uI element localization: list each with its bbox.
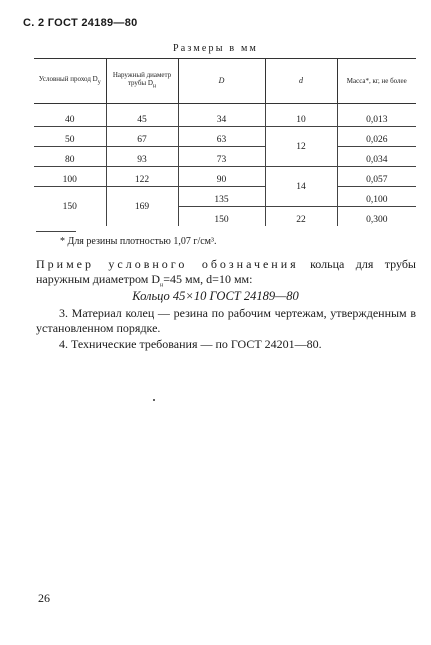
cell-D: 73 [178, 147, 265, 167]
cell-dn: 67 [106, 127, 178, 147]
header-nominal-bore [34, 59, 106, 104]
table-row [34, 107, 416, 127]
table-row [34, 147, 416, 167]
cell-D: 34 [178, 107, 265, 127]
cell-D: 135 [178, 187, 265, 207]
dimensions-table [34, 58, 416, 226]
cell-D: 90 [178, 167, 265, 187]
item-requirements: 4. Технические требования — по ГОСТ 24201—80. [59, 337, 322, 351]
cell-dn: 45 [106, 107, 178, 127]
cell-dy: 100 [34, 167, 106, 187]
cell-D: 63 [178, 127, 265, 147]
designation-example-paragraph [36, 257, 416, 293]
table-row [34, 167, 416, 187]
page-number: 26 [38, 591, 50, 605]
footnote: * Для резины плотностью 1,07 г/см³. [60, 236, 217, 247]
example-lead: Пример условного обозначения [36, 257, 299, 271]
cell-dn: 169 [106, 187, 178, 227]
table-row [34, 187, 416, 207]
header-nominal-bore-label: Условный проход D [38, 75, 98, 84]
scan-speck [153, 399, 155, 401]
header-D: D [178, 59, 265, 104]
cell-mass: 0,026 [337, 127, 416, 147]
example-sub: н [160, 282, 164, 289]
designation-formula: Кольцо 45×10 ГОСТ 24189—80 [132, 289, 299, 303]
footnote-rule [36, 231, 76, 232]
table-header-row [34, 59, 416, 104]
cell-mass: 0,013 [337, 107, 416, 127]
table-row [34, 127, 416, 147]
table-size-caption: Размеры в мм [172, 43, 259, 54]
cell-D: 150 [178, 207, 265, 227]
example-text-2: =45 мм, d=10 мм: [163, 272, 253, 286]
example-text-1: кольца для трубы наружным диаметром D [36, 257, 416, 286]
cell-mass: 0,057 [337, 167, 416, 187]
cell-d: 14 [265, 167, 337, 207]
cell-d: 10 [265, 107, 337, 127]
cell-dy: 80 [34, 147, 106, 167]
header-nominal-bore-sub: у [97, 79, 101, 86]
cell-d: 22 [265, 207, 337, 227]
cell-mass: 0,300 [337, 207, 416, 227]
item-material: 3. Материал колец — резина по рабочим чертежам, утвержденным в установленном порядке. [36, 306, 416, 335]
header-outer-diameter-sub: н [152, 83, 157, 90]
header-outer-diameter [106, 59, 178, 104]
cell-d: 12 [265, 127, 337, 167]
cell-dy: 40 [34, 107, 106, 127]
cell-mass: 0,034 [337, 147, 416, 167]
cell-dn: 93 [106, 147, 178, 167]
cell-mass: 0,100 [337, 187, 416, 207]
cell-dy: 50 [34, 127, 106, 147]
header-d: d [265, 59, 337, 104]
cell-dn: 122 [106, 167, 178, 187]
page-header: С. 2 ГОСТ 24189—80 [23, 17, 138, 29]
header-mass: Масса*, кг, не более [337, 59, 416, 104]
header-outer-diameter-label: Наружный диаметр трубы D [112, 70, 172, 88]
cell-dy: 150 [62, 201, 77, 212]
